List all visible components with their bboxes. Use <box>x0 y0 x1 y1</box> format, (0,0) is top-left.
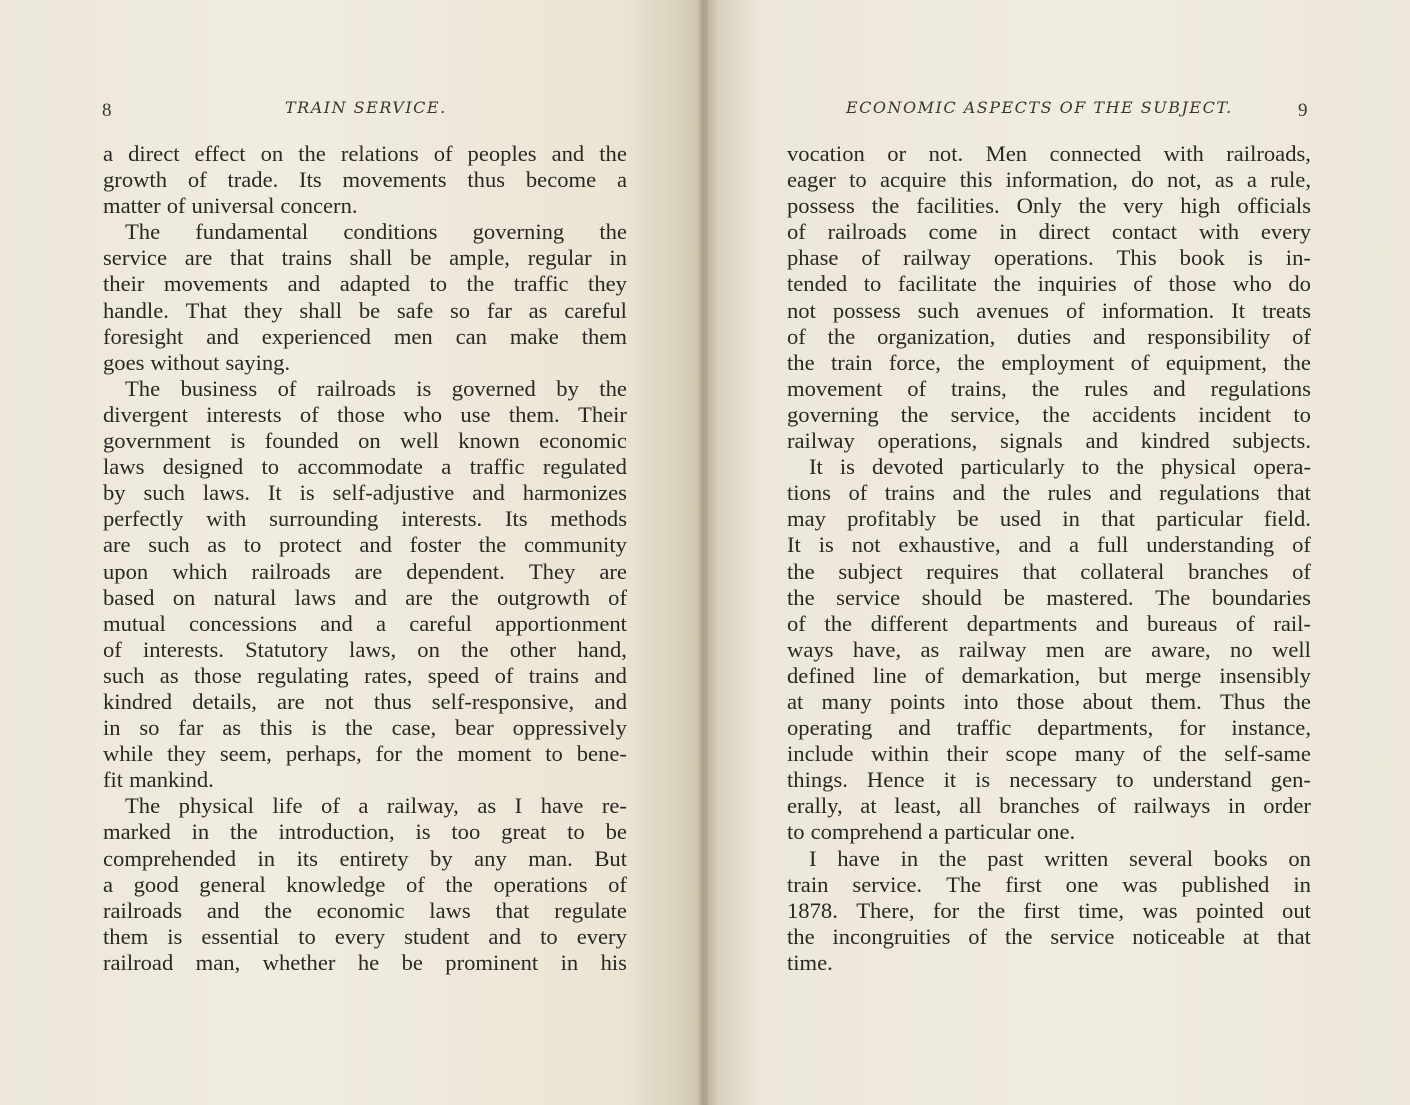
text-line: such as those regulating rates, speed of trains and <box>103 662 627 688</box>
text-line: defined line of demarkation, but merge insensibly <box>787 662 1311 688</box>
text-line: in so far as this is the case, bear oppressively <box>103 715 627 741</box>
text-line: laws designed to accommodate a traffic regulated <box>103 454 627 480</box>
text-line: marked in the introduction, is too great to be <box>103 819 627 845</box>
text-line: It is devoted particularly to the physical opera- <box>809 454 1311 480</box>
text-line: train service. The first one was published in <box>787 871 1311 897</box>
text-line: The fundamental conditions governing the <box>125 219 627 245</box>
text-line: matter of universal concern. <box>103 193 358 219</box>
text-line: fit mankind. <box>103 767 214 793</box>
text-line: of the different departments and bureaus of rail- <box>787 610 1311 636</box>
text-line: ways have, as railway men are aware, no well <box>787 636 1311 662</box>
text-line: vocation or not. Men connected with railroads, <box>787 141 1311 166</box>
text-line: handle. That they shall be safe so far as careful <box>103 297 627 323</box>
text-line: movement of trains, the rules and regulations <box>787 375 1311 401</box>
text-line: a good general knowledge of the operations of <box>103 871 627 897</box>
text-line: are such as to protect and foster the community <box>103 532 627 558</box>
text-line: to comprehend a particular one. <box>787 819 1076 845</box>
text-line: a direct effect on the relations of peoples and the <box>103 141 627 166</box>
text-line: governing the service, the accidents incident to <box>787 401 1311 427</box>
text-line: the service should be mastered. The boundaries <box>787 584 1311 610</box>
text-line: I have in the past written several books on <box>809 845 1311 871</box>
text-line: the incongruities of the service noticeable at that <box>787 923 1311 949</box>
text-line: 1878. There, for the first time, was pointed out <box>787 897 1311 923</box>
text-line: goes without saying. <box>103 349 291 375</box>
text-line: divergent interests of those who use them. Their <box>103 401 627 427</box>
text-line: time. <box>787 949 833 975</box>
right-page <box>705 0 1410 1105</box>
page-body <box>103 141 627 976</box>
text-line: while they seem, perhaps, for the moment to bene- <box>103 741 627 767</box>
text-line: them is essential to every student and to every <box>103 923 627 949</box>
text-line: railroads and the economic laws that regulate <box>103 897 627 923</box>
text-line: perfectly with surrounding interests. Its methods <box>103 506 627 532</box>
text-line: government is founded on well known economic <box>103 428 627 454</box>
page-body <box>787 141 1311 976</box>
text-line: kindred details, are not thus self-responsive, and <box>103 688 627 714</box>
text-line: of interests. Statutory laws, on the other hand, <box>103 636 627 662</box>
text-line: tended to facilitate the inquiries of those who do <box>787 271 1311 297</box>
book-gutter <box>697 0 709 1105</box>
text-line: service are that trains shall be ample, regular in <box>103 245 627 271</box>
text-line: by such laws. It is self-adjustive and harmonizes <box>103 480 627 506</box>
text-line: phase of railway operations. This book is in- <box>787 245 1311 271</box>
text-line: railway operations, signals and kindred subjects. <box>787 428 1311 454</box>
text-line: growth of trade. Its movements thus become a <box>103 167 627 193</box>
text-line: It is not exhaustive, and a full understanding of <box>787 532 1311 558</box>
text-line: their movements and adapted to the traffic they <box>103 271 627 297</box>
text-line: possess the facilities. Only the very high officials <box>787 193 1311 219</box>
text-line: of railroads come in direct contact with every <box>787 219 1311 245</box>
text-line: eager to acquire this information, do not, as a rule, <box>787 167 1311 193</box>
text-line: The physical life of a railway, as I have re- <box>125 793 627 819</box>
text-line: operating and traffic departments, for instance, <box>787 715 1311 741</box>
text-line: things. Hence it is necessary to understand gen- <box>787 767 1311 793</box>
page-number: 8 <box>102 100 112 121</box>
text-line: not possess such avenues of information. It treats <box>787 297 1311 323</box>
text-line: include within their scope many of the self-same <box>787 741 1311 767</box>
text-line: based on natural laws and are the outgrowth of <box>103 584 627 610</box>
page-number: 9 <box>1298 100 1308 121</box>
text-line: railroad man, whether he be prominent in his <box>103 949 627 975</box>
text-line: The business of railroads is governed by the <box>125 375 627 401</box>
running-head: ECONOMIC ASPECTS OF THE SUBJECT. <box>846 98 1233 117</box>
running-head: TRAIN SERVICE. <box>285 98 447 117</box>
text-line: mutual concessions and a careful apportionment <box>103 610 627 636</box>
text-line: may profitably be used in that particular field. <box>787 506 1311 532</box>
text-line: the train force, the employment of equipment, the <box>787 349 1311 375</box>
text-line: at many points into those about them. Thus the <box>787 688 1311 714</box>
text-line: foresight and experienced men can make them <box>103 323 627 349</box>
text-line: comprehended in its entirety by any man. But <box>103 845 627 871</box>
text-line: the subject requires that collateral branches of <box>787 558 1311 584</box>
text-line: of the organization, duties and responsibility of <box>787 323 1311 349</box>
text-line: tions of trains and the rules and regulations that <box>787 480 1311 506</box>
text-line: upon which railroads are dependent. They are <box>103 558 627 584</box>
text-line: erally, at least, all branches of railways in order <box>787 793 1311 819</box>
